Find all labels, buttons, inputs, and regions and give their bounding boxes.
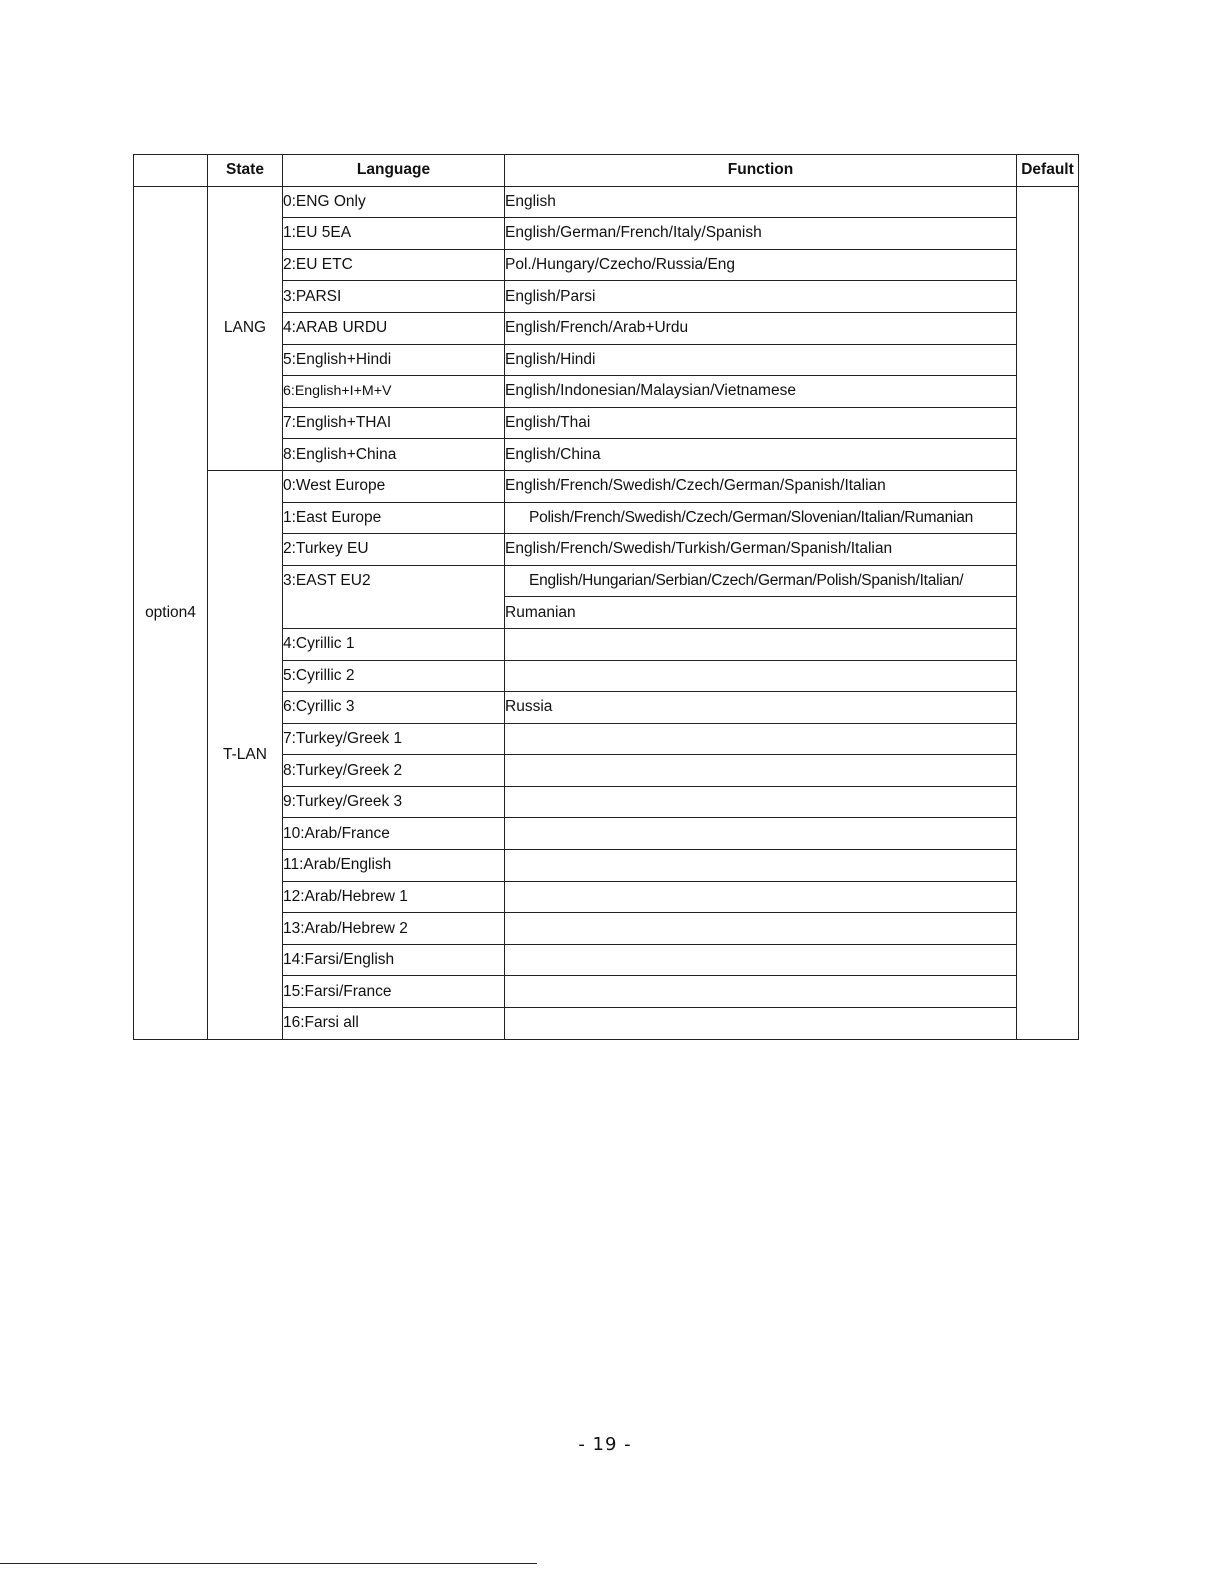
language-cell: 5:English+Hindi bbox=[283, 344, 505, 376]
language-cell: 1:EU 5EA bbox=[283, 218, 505, 250]
function-cell: English/Thai bbox=[505, 407, 1017, 439]
function-cell bbox=[505, 881, 1017, 913]
table-row bbox=[134, 186, 1079, 218]
table-row bbox=[134, 470, 1079, 502]
language-cell: 8:English+China bbox=[283, 439, 505, 471]
header-language: Language bbox=[283, 155, 505, 187]
function-cell: English/French/Swedish/Turkish/German/Spanish/Italian bbox=[505, 534, 1017, 566]
language-cell: 4:ARAB URDU bbox=[283, 312, 505, 344]
footer-rule bbox=[0, 1563, 537, 1564]
function-cell: English/French/Arab+Urdu bbox=[505, 312, 1017, 344]
function-cell bbox=[505, 850, 1017, 882]
language-option-table bbox=[133, 154, 1079, 1040]
function-cell bbox=[505, 976, 1017, 1008]
function-cell bbox=[505, 786, 1017, 818]
function-cell bbox=[505, 660, 1017, 692]
function-cell: English bbox=[505, 186, 1017, 218]
language-cell: 5:Cyrillic 2 bbox=[283, 660, 505, 692]
function-cell: English/China bbox=[505, 439, 1017, 471]
table-header-row bbox=[134, 155, 1079, 187]
language-cell: 7:English+THAI bbox=[283, 407, 505, 439]
function-cell: English/French/Swedish/Czech/German/Spanish/Italian bbox=[505, 470, 1017, 502]
option-label: option4 bbox=[134, 186, 208, 1039]
header-state: State bbox=[208, 155, 283, 187]
language-cell: 12:Arab/Hebrew 1 bbox=[283, 881, 505, 913]
language-cell: 16:Farsi all bbox=[283, 1008, 505, 1040]
function-cell bbox=[505, 913, 1017, 945]
language-cell: 15:Farsi/France bbox=[283, 976, 505, 1008]
function-cell: Pol./Hungary/Czecho/Russia/Eng bbox=[505, 249, 1017, 281]
function-cell bbox=[505, 818, 1017, 850]
function-cell bbox=[505, 723, 1017, 755]
function-cell: Russia bbox=[505, 692, 1017, 724]
language-cell: 11:Arab/English bbox=[283, 850, 505, 882]
function-cell-continued: Rumanian bbox=[505, 597, 1017, 629]
function-cell bbox=[505, 944, 1017, 976]
function-cell bbox=[505, 755, 1017, 787]
function-cell: Polish/French/Swedish/Czech/German/Slovenian/Italian/Rumanian bbox=[505, 502, 1017, 534]
function-cell bbox=[505, 628, 1017, 660]
language-cell: 2:Turkey EU bbox=[283, 534, 505, 566]
header-blank bbox=[134, 155, 208, 187]
language-cell: 3:PARSI bbox=[283, 281, 505, 313]
language-cell: 0:West Europe bbox=[283, 470, 505, 502]
header-default: Default bbox=[1017, 155, 1079, 187]
function-cell bbox=[505, 1008, 1017, 1040]
language-cell: 4:Cyrillic 1 bbox=[283, 628, 505, 660]
language-cell: 6:English+I+M+V bbox=[283, 376, 505, 408]
language-cell: 7:Turkey/Greek 1 bbox=[283, 723, 505, 755]
state-t-lan: T-LAN bbox=[208, 470, 283, 1039]
language-cell: 14:Farsi/English bbox=[283, 944, 505, 976]
language-cell: 13:Arab/Hebrew 2 bbox=[283, 913, 505, 945]
function-cell: English/Hindi bbox=[505, 344, 1017, 376]
function-cell: English/Indonesian/Malaysian/Vietnamese bbox=[505, 376, 1017, 408]
language-cell: 2:EU ETC bbox=[283, 249, 505, 281]
state-lang: LANG bbox=[208, 186, 283, 470]
language-cell: 0:ENG Only bbox=[283, 186, 505, 218]
language-cell: 10:Arab/France bbox=[283, 818, 505, 850]
page-number: - 19 - bbox=[578, 1434, 632, 1455]
default-cell bbox=[1017, 186, 1079, 1039]
function-cell: English/Hungarian/Serbian/Czech/German/Polish/Spanish/Italian/ bbox=[505, 565, 1017, 597]
language-cell: 9:Turkey/Greek 3 bbox=[283, 786, 505, 818]
function-cell: English/Parsi bbox=[505, 281, 1017, 313]
language-cell: 8:Turkey/Greek 2 bbox=[283, 755, 505, 787]
language-cell: 3:EAST EU2 bbox=[283, 565, 505, 628]
header-function: Function bbox=[505, 155, 1017, 187]
function-cell: English/German/French/Italy/Spanish bbox=[505, 218, 1017, 250]
language-cell: 1:East Europe bbox=[283, 502, 505, 534]
language-cell: 6:Cyrillic 3 bbox=[283, 692, 505, 724]
